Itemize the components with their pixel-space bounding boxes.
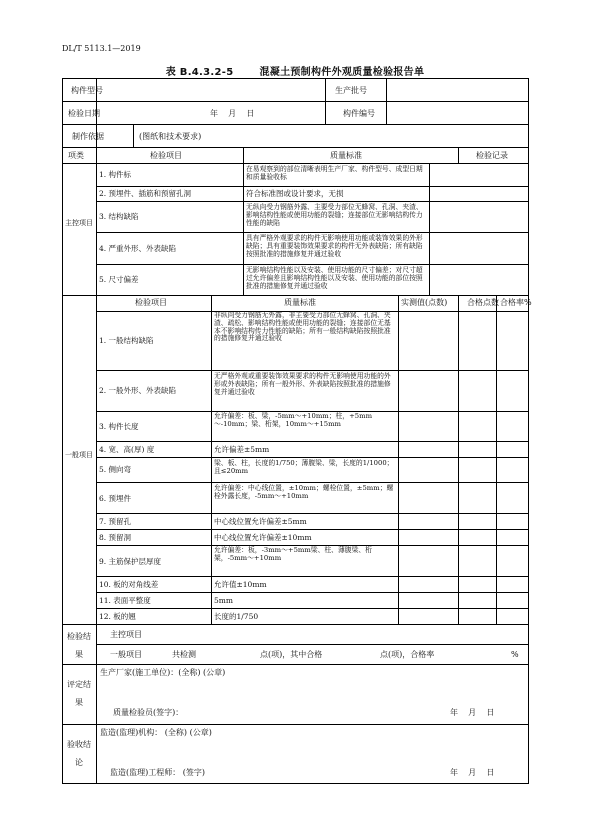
general-item-standard: 5mm [214, 596, 233, 605]
table-title-line [0, 63, 590, 78]
result-rate-label: 点(项)，合格率 [380, 650, 435, 659]
supervision-org-line: 监造(监理)机构： (全称) (公章) [100, 728, 212, 737]
general-item-standard: 允许偏差：板、梁，-5mm～+10mm；柱，+5mm～-10mm；梁、桁架，10mm～+15mm [214, 412, 373, 428]
result-label: 检验结果 [67, 632, 91, 659]
general-label: 一般项目 [65, 451, 93, 459]
general-item-standard: 长度的1/750 [214, 612, 259, 621]
table-code: 表 B.4.3.2-5 [165, 67, 234, 78]
general-item-standard: 无严格外观或重要装饰效果要求的构件无影响使用功能的外形或外表缺陷；所有一般外形、外表缺陷按照批准的措施修复并通过验收 [214, 372, 391, 396]
main-item-standard: 具有严格外观要求的构件无影响使用功能或装饰效果的外形缺陷；具有重要装饰效果要求的构件无外表缺陷；所有缺陷按照批准的措施修复并通过验收 [246, 234, 423, 258]
general-item-name: 1. 一般结构缺陷 [99, 336, 154, 345]
main-item-standard: 在易观察到的部位清晰表明生产厂家、构件型号、成型日期和质量验收标 [246, 165, 423, 181]
general-item-name: 3. 构件长度 [99, 422, 139, 431]
general-item-name: 2. 一般外形、外表缺陷 [99, 386, 177, 395]
item-header: 检验项目 [150, 151, 182, 160]
category-header: 项类 [68, 151, 84, 160]
general-item-header: 检验项目 [135, 298, 167, 307]
result-percent: % [511, 650, 519, 659]
standard-code: DL/T 5113.1—2019 [62, 44, 141, 53]
main-item-standard: 无纵向受力钢筋外露、主要受力部位无蜂窝、孔洞、夹渣、影响结构性能或使用功能的裂缝；连接部位无影响结构传力性能的缺陷 [246, 203, 423, 227]
basis-value: (图纸和技术要求) [139, 132, 202, 141]
manufacturer-line: 生产厂家(施工单位)：(全称) (公章) [100, 668, 226, 677]
general-item-name: 10. 板的对角线差 [99, 580, 159, 589]
general-item-standard: 允许偏差：中心线位置，±10mm；螺栓位置，±5mm；螺栓外露长度，-5mm～+10mm [214, 484, 394, 500]
result-pass-label: 点(项)，其中合格 [260, 650, 323, 659]
rate-header: 合格率% [500, 298, 532, 307]
result-total-label: 共检测 [172, 650, 196, 659]
supervision-engineer-line: 监造(监理)工程师： (签字) [110, 768, 206, 777]
main-item-standard: 符合标准图或设计要求，无损 [246, 189, 344, 198]
standard-header: 质量标准 [330, 151, 362, 160]
main-item-name: 4. 严重外形、外表缺陷 [99, 244, 177, 253]
production-batch-label: 生产批号 [335, 86, 367, 95]
general-item-standard: 中心线位置允许偏差±5mm [214, 517, 307, 526]
qualified-header: 合格点数 [467, 298, 499, 307]
inspector-line: 质量检验员(签字)： [113, 708, 184, 717]
table-title: 混凝土预制构件外观质量检验报告单 [259, 67, 425, 78]
main-item-name: 3. 结构缺陷 [99, 212, 139, 221]
general-item-name: 5. 侧向弯 [99, 465, 132, 474]
general-standard-header: 质量标准 [284, 298, 316, 307]
main-item-name: 2. 预埋件、插筋和预留孔洞 [99, 189, 192, 198]
general-item-standard: 允许偏差：板，-3mm～+5mm梁、柱、薄腹梁、桁架，-5mm～+10mm [214, 546, 372, 562]
main-item-name: 1. 构件标 [99, 170, 132, 179]
general-item-name: 12. 板的翘 [99, 612, 136, 621]
main-item-name: 5. 尺寸偏差 [99, 275, 139, 284]
general-item-name: 7. 预留孔 [99, 517, 132, 526]
general-item-name: 6. 预埋件 [99, 494, 132, 503]
general-item-name: 9. 主筋保护层厚度 [99, 557, 162, 566]
component-no-label: 构件编号 [343, 109, 375, 118]
general-item-name: 8. 预留洞 [99, 533, 132, 542]
main-control-label: 主控项目 [65, 219, 93, 227]
general-item-name: 4. 宽、高(厚) 度 [99, 445, 155, 454]
inspection-date-units: 年 月 日 [210, 109, 255, 118]
component-model-label: 构件型号 [71, 86, 103, 95]
assessment-date: 年 月 日 [450, 708, 495, 717]
result-main-label: 主控项目 [110, 630, 142, 639]
general-item-standard: 梁、板、柱，长度的1/750；薄腹梁、梁，长度的1/1000；且≤20mm [214, 459, 394, 475]
assessment-label: 评定结果 [67, 680, 91, 707]
acceptance-label: 验收结论 [67, 740, 91, 767]
result-general-label: 一般项目 [110, 650, 142, 659]
acceptance-date: 年 月 日 [450, 768, 495, 777]
main-item-standard: 无影响结构性能以及安装、使用功能的尺寸偏差；对尺寸超过允许偏差且影响结构性能以及安装、使用功能的部位按照批准的措施修复并通过验收 [246, 266, 423, 290]
basis-label: 制作依据 [72, 132, 104, 141]
inspection-date-label: 检验日期 [68, 109, 100, 118]
general-item-standard: 非纵向受力钢筋无外露，非主要受力部位无蜂窝、孔洞、夹渣、疏松、影响结构性能或使用功能的裂缝；连接部位无基本不影响结构传力性能的缺陷；所有一般结构缺陷按照批准的措施修复并通过验收 [214, 311, 391, 343]
general-item-standard: 允许偏差±5mm [214, 445, 270, 454]
measured-header: 实测值(点数) [401, 298, 448, 307]
general-item-standard: 中心线位置允许偏差±10mm [214, 533, 312, 542]
record-header: 检验记录 [476, 151, 508, 160]
general-item-standard: 允许值±10mm [214, 580, 267, 589]
general-item-name: 11. 表面平整度 [99, 596, 151, 605]
